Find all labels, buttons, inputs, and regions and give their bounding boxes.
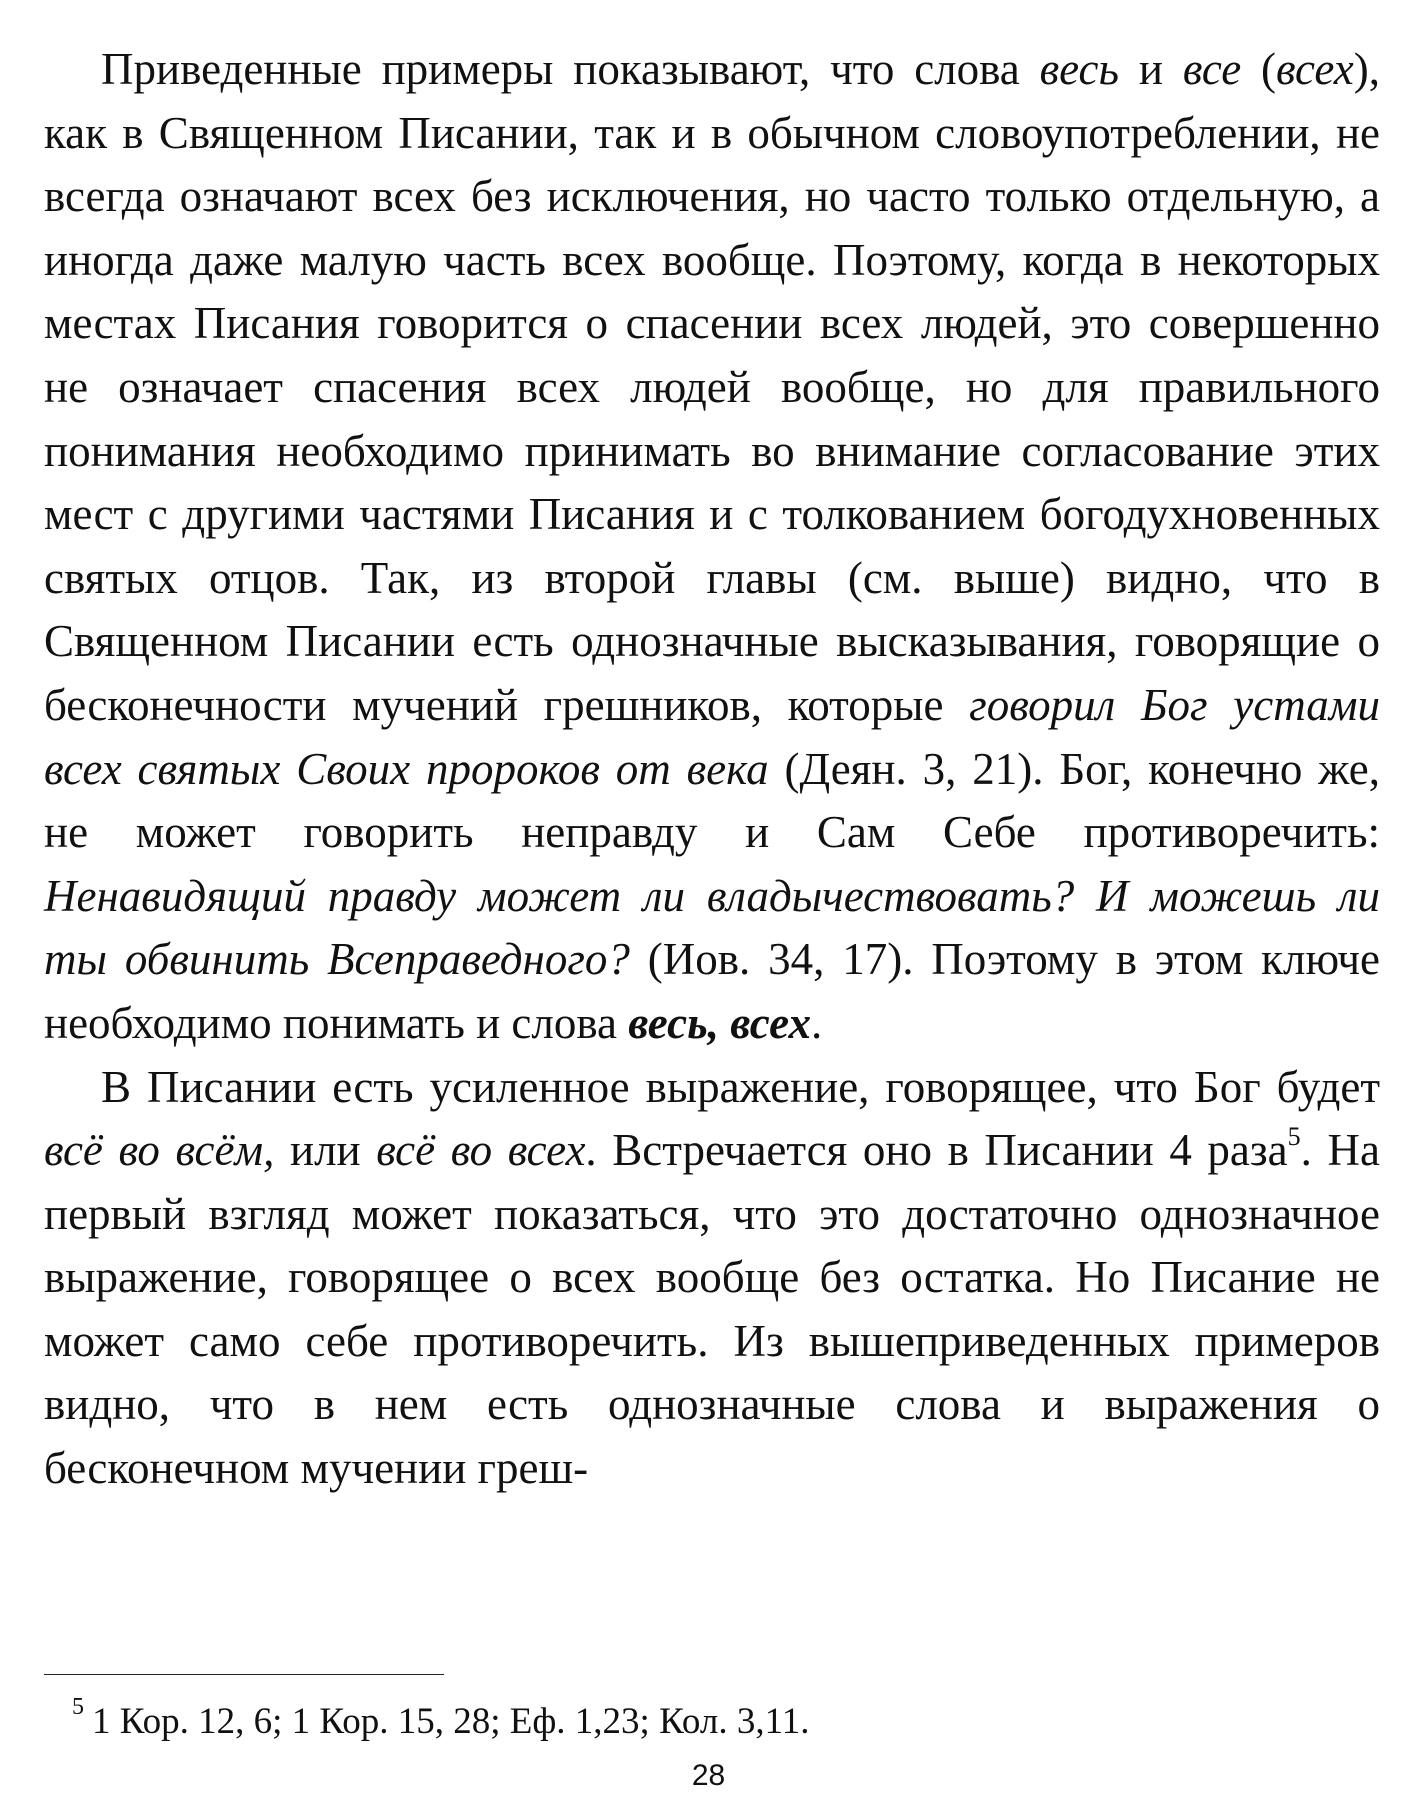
italic-word: всех [1276,44,1354,94]
text-run: Приведенные примеры показывают, что слова [101,44,1040,94]
text-run: В Писании есть усиленное выражение, говорящее, что Бог будет [101,1061,1380,1112]
text-run: . На первый взгляд может показаться, что это достаточно однозначное выражение, говорящее о всех вообще без остатка. Но Писание не может само себе противоречить. Из вышеприведенных примеров видно, что в нем есть однозначные слова и выражения о бесконечном мучении греш- [44,1125,1380,1494]
italic-word: все [1182,44,1242,94]
paragraph-1 [44,38,1380,1056]
main-text [44,38,1380,1501]
text-run: (Деян. 3, 21). Бог, конечно же, не может говорить неправду и Сам Себе противоречить: [44,743,1381,858]
paragraph-2 [44,1056,1380,1501]
italic-word: весь [1039,44,1120,94]
text-run: ( [1241,44,1277,94]
italic-quote: Ненавидящий правду может ли владычествовать? И можешь ли ты обвинить Всеправедного? [44,870,1380,985]
italic-phrase: всё во всех [376,1125,586,1176]
footnote-reference[interactable]: 5 [1287,1122,1301,1152]
text-run: (Иов. 34, 17). Поэтому в этом ключе необходимо понимать и слова [44,934,1381,1048]
text-run: и [1119,44,1183,94]
text-run: . Встречается оно в Писании 4 раза [585,1125,1288,1176]
text-run: ), как в Священном Писании, так и в обычном словоупотреблении, не всегда означают всех без исключения, но часто только отдельную, а иногда даже малую часть всех вообще. Поэтому, когда в некоторых местах Писания говорится о спасении всех людей, это совершенно не означает спасения всех людей вообще, но для правильного понимания необходимо принимать во внимание согласование этих мест с другими частями Писания и с толкованием богодухновенных святых отцов. Так, из второй главы (см. выше) видно, что в Священном Писании есть однозначные высказывания, говорящие о бесконечности мучений грешников, которые [44,44,1380,730]
italic-phrase: всё во всём, [44,1125,275,1176]
footnote-divider [44,1674,444,1675]
footnote-text: 1 Кор. 12, 6; 1 Кор. 15, 28; Еф. 1,23; Кол. 3,11. [92,1701,810,1742]
text-run: или [274,1125,377,1176]
text-run: . [810,997,823,1048]
page-number: 28 [691,1759,726,1792]
italic-quote: говорил Бог устами всех святых Своих пророков от века [44,679,1380,794]
bold-italic-words: весь, всех [628,997,811,1048]
footnote-marker: 5 [72,1693,84,1720]
footnote [72,1693,810,1744]
